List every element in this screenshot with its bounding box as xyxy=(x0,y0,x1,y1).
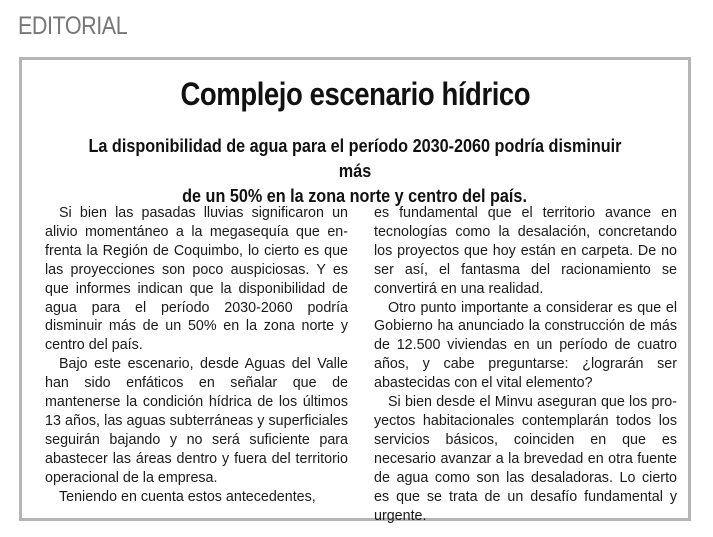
body-columns xyxy=(45,204,677,525)
paragraph: Otro punto importante a considerar es que el Gobierno ha anunciado la construcción de más de 12.500 viviendas en un período de cuatro años, y cabe preguntarse: ¿lograrán ser abastecidas con el vital elemento? xyxy=(374,299,677,392)
paragraph: Si bien las pasadas lluvias significaron un alivio momentáneo a la megasequía que enfrenta la Región de Coquimbo, lo cierto es que las proyecciones son poco auspiciosas. Y es que informes indican que la disponibilidad de agua para el período 2030-2060 podría disminuir más de un 50% en la zona norte y centro del país. xyxy=(45,205,348,354)
subheadline xyxy=(42,134,668,209)
paragraph: Bajo este escenario, desde Aguas del Valle han sido enfáticos en señalar que de mantenerse la condición hídrica de los últimos 13 años, las aguas subterráneas y superficiales seguirán bajando y no será suficiente para abastecer las áreas dentro y fuera del territorio operacional de la empresa. xyxy=(45,356,348,486)
paragraph: Teniendo en cuenta estos antecedentes, xyxy=(59,488,316,505)
right-column xyxy=(374,204,677,525)
subhead-line-2: de un 50% en la zona norte y centro del país. xyxy=(182,186,528,206)
subhead-line-1: La disponibilidad de agua para el período 2030-2060 podría disminuir más xyxy=(88,136,622,181)
headline-text: Complejo escenario hídrico xyxy=(180,76,530,112)
headline xyxy=(22,76,688,113)
paragraph: Si bien desde el Minvu aseguran que los proyectos habitacionales contemplarán todos los servicios básicos, coinciden en que es necesario avanzar a la brevedad en otra fuente de agua como son las desaladoras. Lo cierto es que se trata de un desafío fundamental y urgente. xyxy=(374,394,677,524)
section-label: EDITORIAL xyxy=(18,12,128,40)
paragraph: es fundamental que el territorio avance en tecnologías como la desalación, concretando los proyectos que hoy están en carpeta. De no ser así, el fantasma del racionamiento se convertirá en una realidad. xyxy=(374,205,677,297)
editorial-box xyxy=(19,57,691,524)
left-column xyxy=(45,204,348,525)
